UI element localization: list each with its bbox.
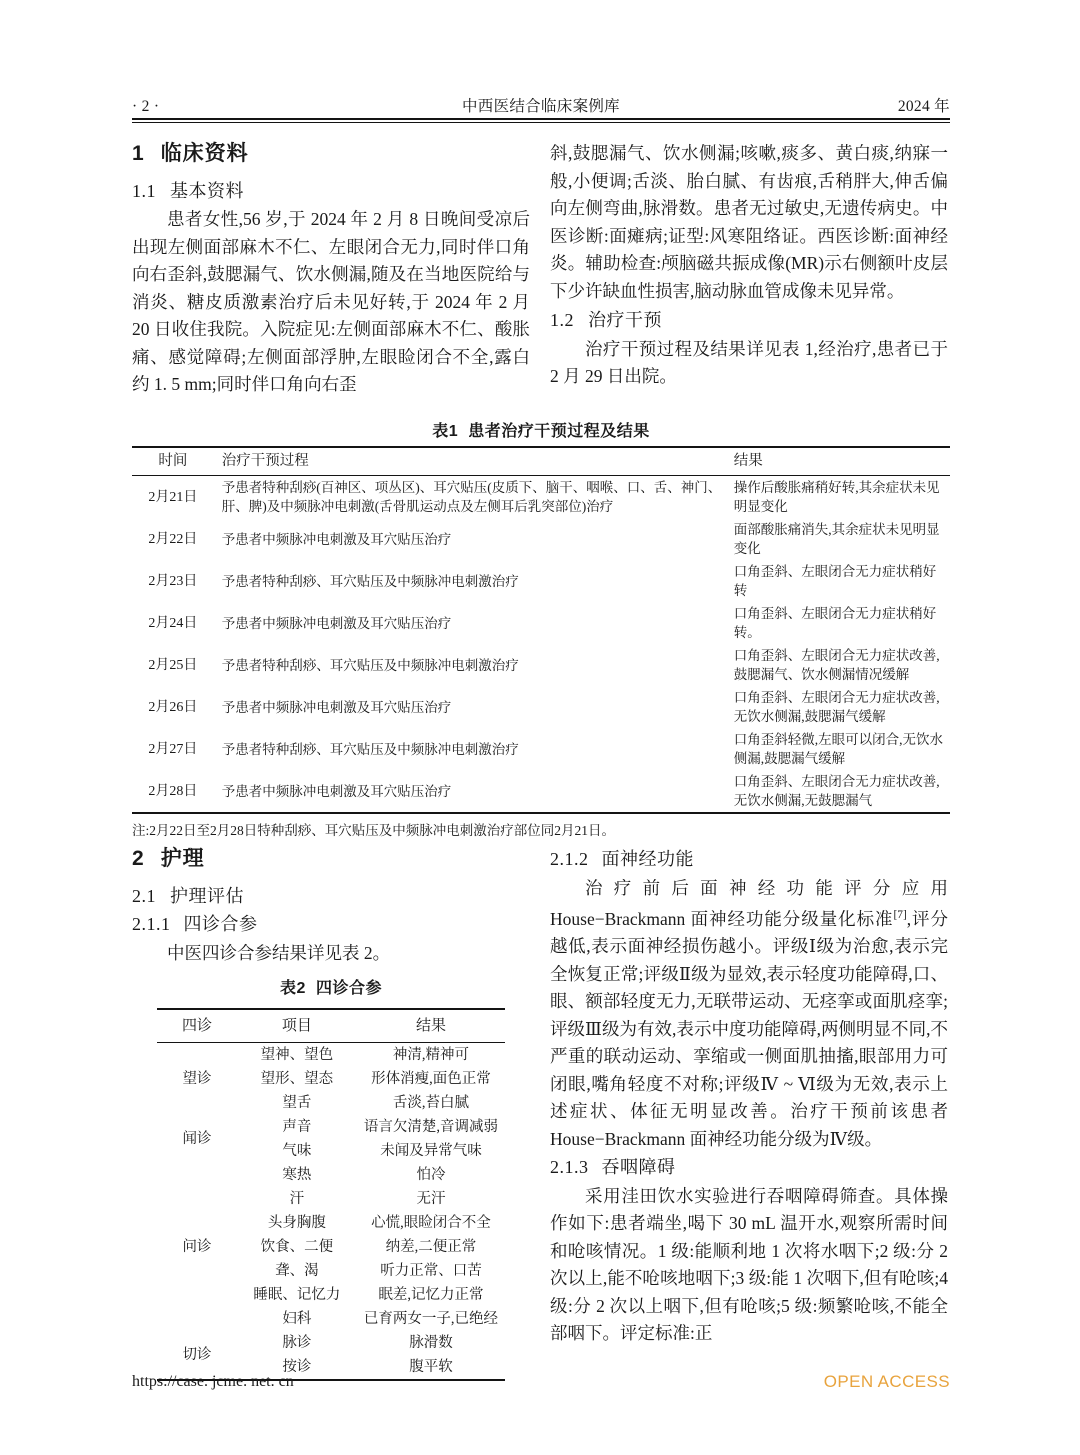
- heading-section-1-label: 临床资料: [160, 142, 249, 165]
- reference-marker: [7]: [893, 909, 907, 921]
- heading-section-1-number: 1: [132, 142, 145, 165]
- table-2-col-four-diagnoses: 四诊: [181, 1017, 212, 1034]
- table-2-cell-result: 神清,精神可: [392, 1046, 470, 1063]
- table-2-number: 表2: [280, 980, 306, 997]
- heading-section-2-1-3: [550, 1154, 948, 1182]
- table-1-header-row: [132, 447, 950, 476]
- heading-section-2-label: 护理: [160, 847, 205, 870]
- table-2-cell-item: 聋、渴: [275, 1262, 319, 1279]
- table-1-cell-result: 口角歪斜、左眼闭合无力症状改善,鼓腮漏气、饮水侧漏情况缓解: [733, 648, 940, 682]
- table-1-cell-process: 予患者特种刮痧、耳穴贴压及中频脉冲电刺激治疗: [221, 573, 519, 589]
- journal-url[interactable]: https://case. jcme. net. cn: [132, 1373, 294, 1390]
- table-2-cell-result: 怕冷: [416, 1166, 446, 1183]
- paragraph-swallowing-disorder: 采用洼田饮水实验进行吞咽障碍筛查。具体操作如下:患者端坐,喝下 30 mL 温开水,观察所需时间和呛咳情况。1 级:能顺利地 1 次将水咽下;2 级:分 2 次以上,能不呛咳地咽下;3 级:能 1 次咽下,但有呛咳;4 级:分 2 次以上咽下,但有呛咳;5 级:频繁呛咳,不能全部咽下。评定标准:正: [550, 1185, 948, 1344]
- table-1-number: 表1: [432, 423, 459, 440]
- table-2-col-item: 项目: [281, 1017, 312, 1034]
- table-row: [132, 686, 950, 728]
- heading-section-2-1-3-label: 吞咽障碍: [601, 1157, 676, 1178]
- table-2-group-label: 问诊: [182, 1238, 212, 1255]
- header-rule: [132, 118, 950, 123]
- table-1-cell-process: 予患者中频脉冲电刺激及耳穴贴压治疗: [221, 531, 452, 547]
- left-column-lower: [132, 845, 530, 1381]
- table-2-header-row: [157, 1009, 505, 1043]
- journal-title: 中西医结合临床案例库: [461, 98, 620, 115]
- right-column-lower: [550, 845, 948, 1348]
- table-1-container: [132, 418, 950, 840]
- running-head: [132, 86, 950, 116]
- table-1-caption: [132, 418, 950, 441]
- heading-section-1-1-label: 基本资料: [170, 180, 244, 201]
- table-2-cell-item: 寒热: [282, 1166, 312, 1183]
- table-2: [157, 1008, 505, 1381]
- page-footer: [132, 1372, 950, 1392]
- table-2-cell-item: 声音: [282, 1118, 312, 1135]
- table-2-cell-result: 心慌,眼睑闭合不全: [371, 1214, 491, 1231]
- table-1-cell-time: 2月22日: [148, 531, 198, 547]
- table-2-cell-result: 形体消瘦,面色正常: [371, 1070, 491, 1087]
- table-1-cell-result: 口角歪斜、左眼闭合无力症状稍好转: [733, 564, 937, 598]
- table-1-cell-time: 2月24日: [148, 615, 198, 631]
- table-2-cell-result: 脉滑数: [409, 1334, 453, 1351]
- heading-section-2-number: 2: [132, 847, 145, 870]
- table-2-cell-item: 饮食、二便: [260, 1238, 334, 1255]
- table-1-title: 患者治疗干预过程及结果: [468, 423, 650, 440]
- heading-section-2-1-label: 护理评估: [170, 885, 244, 906]
- table-1-cell-result: 面部酸胀痛消失,其余症状未见明显变化: [733, 522, 940, 556]
- table-row: [132, 770, 950, 813]
- table-1-cell-time: 2月23日: [148, 573, 198, 589]
- table-2-cell-item: 脉诊: [282, 1334, 312, 1351]
- paragraph-four-diagnoses: 中医四诊合参结果详见表 2。: [167, 942, 391, 963]
- table-2-cell-result: 眠差,记忆力正常: [378, 1286, 484, 1303]
- table-row: [132, 560, 950, 602]
- table-2-group-label: 闻诊: [182, 1130, 212, 1147]
- table-1-cell-time: 2月27日: [148, 741, 198, 757]
- table-2-caption: [157, 975, 505, 1003]
- heading-section-2-1-1-number: 2.1.1: [132, 914, 171, 934]
- table-1-note: 注:2月22日至2月28日特种刮痧、耳穴贴压及中频脉冲电刺激治疗部位同2月21日。: [132, 823, 615, 838]
- table-2-container: [157, 975, 505, 1381]
- paragraph-basic-info-continued: 斜,鼓腮漏气、饮水侧漏;咳嗽,痰多、黄白痰,纳寐一般,小便调;舌淡、胎白腻、有齿痕,舌稍胖大,伸舌偏向左侧弯曲,脉滑数。患者无过敏史,无遗传病史。中医诊断:面瘫病;证型:风寒阻络证。西医诊断:面神经炎。辅助检查:颅脑磁共振成像(MR)示右侧额叶皮层下少许缺血性损害,脑动脉血管成像未见异常。: [550, 143, 948, 301]
- heading-section-1-1-number: 1.1: [132, 180, 156, 201]
- table-1-col-time: 时间: [158, 453, 188, 469]
- heading-section-1-1: [132, 178, 530, 206]
- table-1: [132, 446, 950, 814]
- table-1-cell-process: 予患者中频脉冲电刺激及耳穴贴压治疗: [221, 699, 452, 715]
- table-1-cell-process: 予患者中频脉冲电刺激及耳穴贴压治疗: [221, 615, 452, 631]
- heading-section-2-1-2: [550, 846, 948, 874]
- table-2-cell-result: 未闻及异常气味: [380, 1142, 482, 1159]
- page-folio: · 2 ·: [132, 98, 160, 115]
- table-row: [157, 1042, 505, 1067]
- table-1-body: [132, 476, 950, 814]
- table-1-cell-process: 予患者特种刮痧、耳穴贴压及中频脉冲电刺激治疗: [221, 657, 519, 673]
- table-1-cell-time: 2月26日: [148, 699, 198, 715]
- table-2-cell-item: 头身胸腹: [267, 1214, 326, 1231]
- open-access-badge: OPEN ACCESS: [823, 1372, 950, 1391]
- table-1-cell-result: 口角歪斜、左眼闭合无力症状改善,无饮水侧漏,无鼓腮漏气: [733, 774, 940, 808]
- table-1-cell-result: 口角歪斜轻微,左眼可以闭合,无饮水侧漏,鼓腮漏气缓解: [733, 732, 943, 766]
- table-2-cell-item: 望神、望色: [260, 1046, 334, 1063]
- heading-section-2-1-1-label: 四诊合参: [183, 914, 258, 934]
- heading-section-2-1-2-label: 面神经功能: [601, 849, 694, 869]
- table-1-cell-time: 2月21日: [148, 489, 198, 505]
- table-1-cell-process: 予患者中频脉冲电刺激及耳穴贴压治疗: [221, 783, 452, 799]
- table-row: [132, 602, 950, 644]
- table-1-cell-time: 2月25日: [148, 657, 198, 673]
- table-2-cell-result: 无汗: [416, 1190, 446, 1207]
- table-2-cell-result: 语言欠清楚,音调减弱: [363, 1118, 499, 1135]
- table-2-group-label: 望诊: [182, 1070, 212, 1087]
- heading-section-2-1-number: 2.1: [132, 885, 156, 906]
- table-2-cell-item: 望形、望态: [260, 1070, 334, 1087]
- table-2-cell-result: 纳差,二便正常: [385, 1238, 477, 1255]
- table-1-cell-time: 2月28日: [148, 783, 198, 799]
- table-1-col-process: 治疗干预过程: [221, 453, 309, 469]
- table-2-col-result: 结果: [415, 1017, 446, 1034]
- table-2-cell-item: 望舌: [282, 1094, 312, 1111]
- table-1-cell-result: 操作后酸胀痛稍好转,其余症状未见明显变化: [733, 480, 940, 514]
- heading-section-1-2-label: 治疗干预: [588, 310, 662, 330]
- table-1-col-result: 结果: [733, 453, 763, 469]
- table-1-cell-process: 予患者特种刮痧(百神区、项丛区)、耳穴贴压(皮质下、脑干、咽喉、口、舌、神门、肝、脾)及中频脉冲电刺激(舌骨肌运动点及左侧耳后乳突部位)治疗: [221, 480, 722, 514]
- table-1-cell-result: 口角歪斜、左眼闭合无力症状改善,无饮水侧漏,鼓腮漏气缓解: [733, 690, 940, 724]
- table-2-cell-item: 汗: [289, 1190, 305, 1207]
- publication-year: 2024 年: [897, 98, 950, 115]
- right-column-upper: [550, 140, 948, 391]
- table-row: [132, 728, 950, 770]
- facial-nerve-text-a: 治疗前后面神经功能评分应用 House−Brackmann 面神经功能分级量化标准: [550, 877, 948, 929]
- heading-section-1: [132, 140, 530, 168]
- heading-section-2-1-2-number: 2.1.2: [550, 849, 589, 869]
- table-row: [132, 518, 950, 560]
- heading-section-2-1-3-number: 2.1.3: [550, 1157, 589, 1178]
- table-1-cell-result: 口角歪斜、左眼闭合无力症状稍好转。: [733, 606, 937, 640]
- heading-section-1-2-number: 1.2: [550, 310, 574, 330]
- paragraph-facial-nerve-function: [550, 875, 948, 1154]
- facial-nerve-text-b: ,评分越低,表示面神经损伤越小。评级Ⅰ级为治愈,表示完全恢复正常;评级Ⅱ级为显效,表示轻度功能障碍,口、眼、额部轻度无力,无联带运动、无痉挛或面肌痉挛;评级Ⅲ级为有效,表示中度功能障碍,两侧明显不同,不严重的联动运动、挛缩或一侧面肌抽搐,眼部用力可闭眼,嘴角轻度不对称;评级Ⅳ ~ Ⅵ级为无效,表示上述症状、体征无明显改善。治疗干预前该患者 House−Brackmann 面神经功能分级为Ⅳ级。: [550, 908, 949, 1149]
- heading-section-2-1-1: [132, 911, 530, 939]
- table-row: [157, 1331, 505, 1355]
- table-2-cell-result: 已育两女一子,已绝经: [363, 1310, 499, 1327]
- paragraph-basic-info: 患者女性,56 岁,于 2024 年 2 月 8 日晚间受凉后出现左侧面部麻木不仁、左眼闭合无力,同时伴口角向右歪斜,鼓腮漏气、饮水侧漏,随及在当地医院给与消炎、糖皮质激素治疗后未见好转,于 2024 年 2 月 20 日收住我院。入院症见:左侧面部麻木不仁、酸胀痛、感觉障碍;左侧面部浮肿,左眼睑闭合不全,露白约 1. 5 mm;同时伴口角向右歪: [132, 209, 530, 394]
- table-row: [157, 1163, 505, 1187]
- table-2-cell-result: 听力正常、口苦: [380, 1262, 482, 1279]
- table-1-cell-process: 予患者特种刮痧、耳穴贴压及中频脉冲电刺激治疗: [221, 741, 519, 757]
- paragraph-treatment-intervention: 治疗干预过程及结果详见表 1,经治疗,患者已于 2 月 29 日出院。: [550, 338, 948, 386]
- table-2-cell-item: 妇科: [282, 1310, 312, 1327]
- table-2-cell-result: 腹平软: [409, 1358, 453, 1375]
- table-2-title: 四诊合参: [315, 980, 382, 997]
- table-row: [157, 1115, 505, 1139]
- heading-section-1-2: [550, 307, 948, 335]
- table-row: [132, 476, 950, 519]
- heading-section-2-1: [132, 883, 530, 911]
- table-2-body: [157, 1042, 505, 1380]
- table-row: [132, 644, 950, 686]
- table-2-cell-item: 气味: [282, 1142, 312, 1159]
- table-2-cell-result: 舌淡,苔白腻: [392, 1094, 470, 1111]
- left-column-upper: [132, 140, 530, 399]
- table-2-cell-item: 睡眠、记忆力: [253, 1286, 341, 1303]
- heading-section-2: [132, 845, 530, 873]
- table-2-group-label: 切诊: [182, 1346, 212, 1363]
- table-2-cell-item: 按诊: [282, 1358, 312, 1375]
